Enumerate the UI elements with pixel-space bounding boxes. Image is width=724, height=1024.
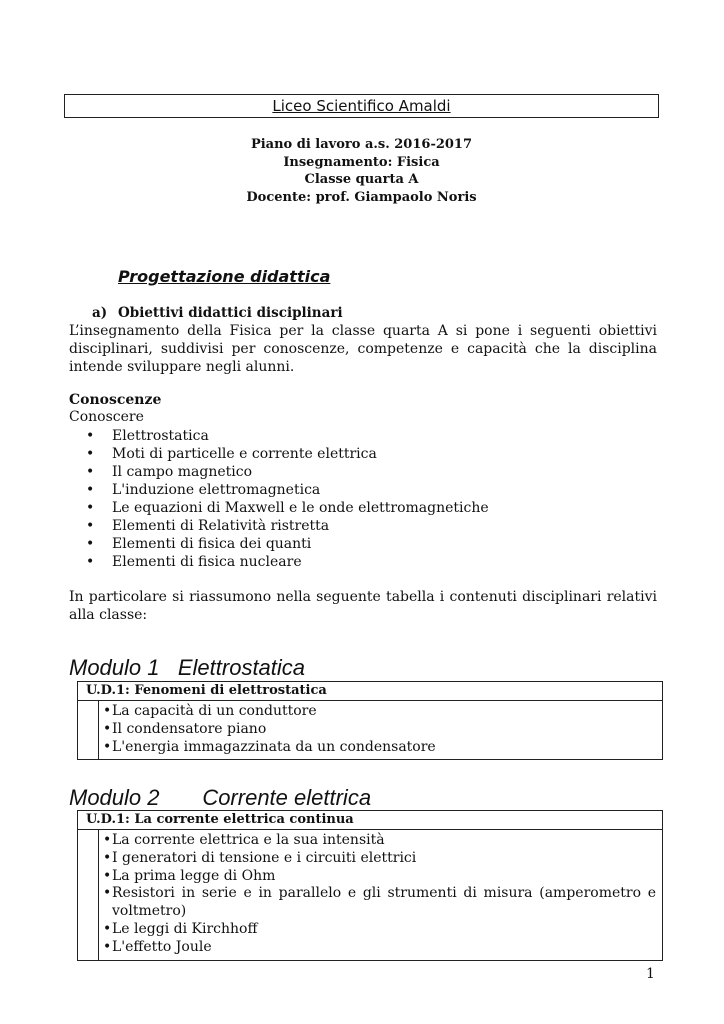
school-header-box [64,94,659,118]
list-item: • La prima legge di Ohm [103,868,656,886]
module-2-number: Modulo 2 [69,785,160,810]
conoscenze-heading: Conoscenze [69,392,162,408]
section-title [118,267,330,286]
objectives-heading-text: Obiettivi didattici disciplinari [118,305,343,321]
module-2-name: Corrente elettrica [202,785,372,810]
list-item: • Le equazioni di Maxwell e le onde elettromagnetiche [86,499,489,517]
module-1-table [77,681,663,760]
module-2-ud-header: U.D.1: La corrente elettrica continua [78,811,662,830]
module-2-title [69,786,371,810]
list-item: • La capacità di un conduttore [103,703,656,721]
list-item: • Il campo magnetico [86,463,489,481]
list-item: • Il condensatore piano [103,721,656,739]
list-item: • L'energia immagazzinata da un condensatore [103,739,656,757]
plan-subject: Insegnamento: Fisica [283,154,440,170]
list-item: • Le leggi di Kirchhoff [103,921,656,939]
school-name: Liceo Scientifico Amaldi [272,97,451,115]
section-title-text: Progettazione didattica [118,267,331,286]
page-number: 1 [646,966,655,982]
objectives-heading [92,305,343,321]
module-1-ud-header: U.D.1: Fenomeni di elettrostatica [78,682,662,701]
list-item: • Moti di particelle e corrente elettrica [86,445,489,463]
list-item: • I generatori di tensione e i circuiti elettrici [103,850,656,868]
module-1-name: Elettrostatica [177,655,306,680]
conoscenze-verb: Conoscere [69,409,144,425]
list-item: • Elementi di fisica dei quanti [86,535,489,553]
summary-paragraph: In particolare si riassumono nella seguente tabella i contenuti disciplinari relativi alla classe: [69,589,657,623]
module-2-table [77,810,663,961]
list-item: • Elementi di fisica nucleare [86,553,489,571]
module-1-ud-body [98,701,662,759]
plan-class: Classe quarta A [304,172,419,187]
list-item: • Elementi di Relatività ristretta [86,517,489,535]
module-2-ud-body [98,830,662,960]
plan-year: Piano di lavoro a.s. 2016-2017 [250,137,473,152]
objectives-intro: L’insegnamento della Fisica per la classe quarta A si pone i seguenti obiettivi disciplinari, suddivisi per conoscenze, competenze e capacità che la disciplina intende sviluppare negli alunni. [69,323,657,375]
plan-teacher: Docente: prof. Giampaolo Noris [246,189,477,205]
objectives-letter: a) [92,305,108,321]
list-item: • Resistori in serie e in parallelo e gli strumenti di misura (amperometro e voltmetro) [103,885,656,921]
list-item: • L'effetto Joule [103,939,656,957]
list-item: • La corrente elettrica e la sua intensità [103,832,656,850]
module-1-number: Modulo 1 [69,655,160,680]
list-item: • L'induzione elettromagnetica [86,481,489,499]
list-item: • Elettrostatica [86,427,489,445]
plan-header [64,136,659,206]
conoscenze-list [86,427,489,571]
module-1-title [69,656,305,680]
